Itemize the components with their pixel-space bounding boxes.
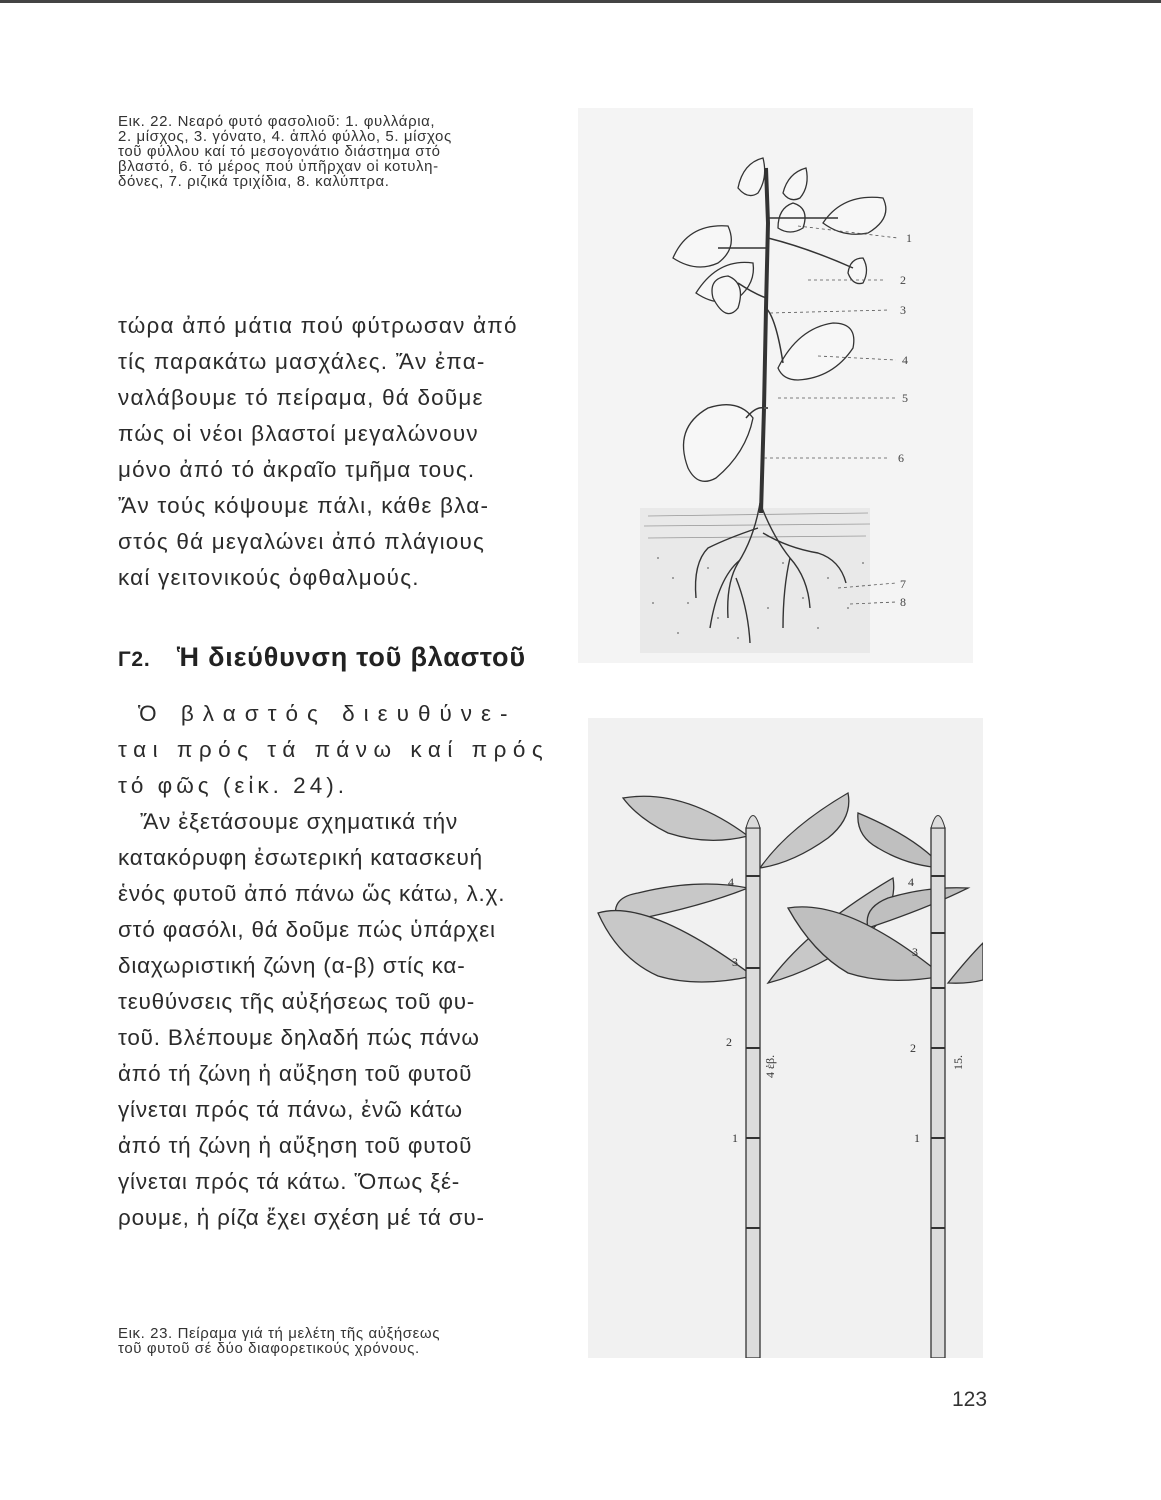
text-line: καί γειτονικούς ὀφθαλμούς. xyxy=(118,565,420,590)
stem-growth-illustration xyxy=(588,718,983,1358)
caption-line: Εικ. 22. Νεαρό φυτό φασολιοῦ: 1. φυλλάρια, xyxy=(118,113,436,130)
figure-22-caption xyxy=(118,114,452,189)
label-7: 7 xyxy=(900,577,906,591)
text-line: ἀπό τή ζώνη ἡ αὔξηση τοῦ φυτοῦ xyxy=(118,1061,473,1086)
left-label-3: 3 xyxy=(732,955,738,969)
caption-line: δόνες, 7. ριζικά τριχίδια, 8. καλύπτρα. xyxy=(118,173,390,190)
text-line: τοῦ. Βλέπουμε δηλαδή πώς πάνω xyxy=(118,1025,480,1050)
text-line: πώς οἱ νέοι βλαστοί μεγαλώνουν xyxy=(118,421,479,446)
text-line: στός θά μεγαλώνει ἀπό πλάγιους xyxy=(118,529,486,554)
leaves xyxy=(598,793,983,983)
text-line: ρουμε, ἡ ρίζα ἔχει σχέση μέ τά συ- xyxy=(118,1205,485,1230)
main-stem xyxy=(761,168,768,513)
text-line: διαχωριστική ζώνη (α-β) στίς κα- xyxy=(118,953,466,978)
figure-23-stem-growth xyxy=(588,718,983,1358)
emphasis-line: Ὁ βλαστός διευθύνε- xyxy=(138,701,517,726)
right-label-3: 3 xyxy=(912,945,918,959)
text-line: γίνεται πρός τά πάνω, ἐνῶ κάτω xyxy=(118,1097,463,1122)
text-line: στό φασόλι, θά δοῦμε πώς ὑπάρχει xyxy=(118,917,496,942)
right-label-1: 1 xyxy=(914,1131,920,1145)
soil xyxy=(640,508,870,653)
left-stem xyxy=(746,816,760,1359)
caption-line: 2. μίσχος, 3. γόνατο, 4. ἁπλό φύλλο, 5. μίσχος xyxy=(118,128,452,145)
text-line: ἑνός φυτοῦ ἀπό πάνω ὥς κάτω, λ.χ. xyxy=(118,881,506,906)
text-line: κατακόρυφη ἐσωτερική κατασκευή xyxy=(118,845,483,870)
text-line: ἀπό τή ζώνη ἡ αὔξηση τοῦ φυτοῦ xyxy=(118,1133,473,1158)
label-1: 1 xyxy=(906,231,912,245)
bean-seedling-illustration xyxy=(578,108,973,663)
text-line: μόνο ἀπό τό ἀκραῖο τμῆμα τους. xyxy=(118,457,476,482)
left-side-note: 4 ἑβ. xyxy=(763,1054,777,1078)
text-line: τίς παρακάτω μασχάλες. Ἄν ἐπα- xyxy=(118,349,486,374)
text-line: Ἄν τούς κόψουμε πάλι, κάθε βλα- xyxy=(118,493,490,518)
right-label-2: 2 xyxy=(910,1041,916,1055)
right-side-note: 15. xyxy=(951,1055,965,1070)
right-label-4: 4 xyxy=(908,875,914,889)
text-line: τώρα ἀπό μάτια πού φύτρωσαν ἀπό xyxy=(118,313,518,338)
top-border xyxy=(0,0,1161,3)
left-label-4: 4 xyxy=(728,875,734,889)
paragraph-2 xyxy=(118,696,549,1236)
text-line: Ἄν ἐξετάσουμε σχηματικά τήν xyxy=(140,809,459,834)
text-line: ναλάβουμε τό πείραμα, θά δοῦμε xyxy=(118,385,484,410)
caption-line: τοῦ φυτοῦ σέ δύο διαφορετικούς χρόνους. xyxy=(118,1340,420,1357)
label-4: 4 xyxy=(902,353,908,367)
section-title: Ἡ διεύθυνση τοῦ βλαστοῦ xyxy=(176,642,526,672)
caption-line: Εικ. 23. Πείραμα γιά τή μελέτη τῆς αὐξήσεως xyxy=(118,1325,441,1342)
emphasis-line: τό φῶς (εἰκ. 24). xyxy=(118,773,348,798)
left-label-1: 1 xyxy=(732,1131,738,1145)
left-label-2: 2 xyxy=(726,1035,732,1049)
text-line: τευθύνσεις τῆς αὐξήσεως τοῦ φυ- xyxy=(118,989,476,1014)
caption-line: βλαστό, 6. τό μέρος πού ὑπῆρχαν οἱ κοτυλη- xyxy=(118,158,439,175)
figure-23-caption xyxy=(118,1326,440,1356)
label-3: 3 xyxy=(900,303,906,317)
section-heading xyxy=(118,642,526,673)
paragraph-1 xyxy=(118,308,518,596)
text-line: γίνεται πρός τά κάτω. Ὅπως ξέ- xyxy=(118,1169,461,1194)
emphasis-line: ται πρός τά πάνω καί πρός xyxy=(118,737,550,762)
leaves xyxy=(673,158,886,481)
figure-22-bean-seedling xyxy=(578,108,973,663)
label-2: 2 xyxy=(900,273,906,287)
right-stem xyxy=(931,816,945,1359)
label-8: 8 xyxy=(900,595,906,609)
label-5: 5 xyxy=(902,391,908,405)
section-number: Γ2. xyxy=(118,648,151,671)
label-6: 6 xyxy=(898,451,904,465)
caption-line: τοῦ φύλλου καί τό μεσογονάτιο διάστημα στό xyxy=(118,143,441,160)
page-number: 123 xyxy=(952,1388,988,1411)
